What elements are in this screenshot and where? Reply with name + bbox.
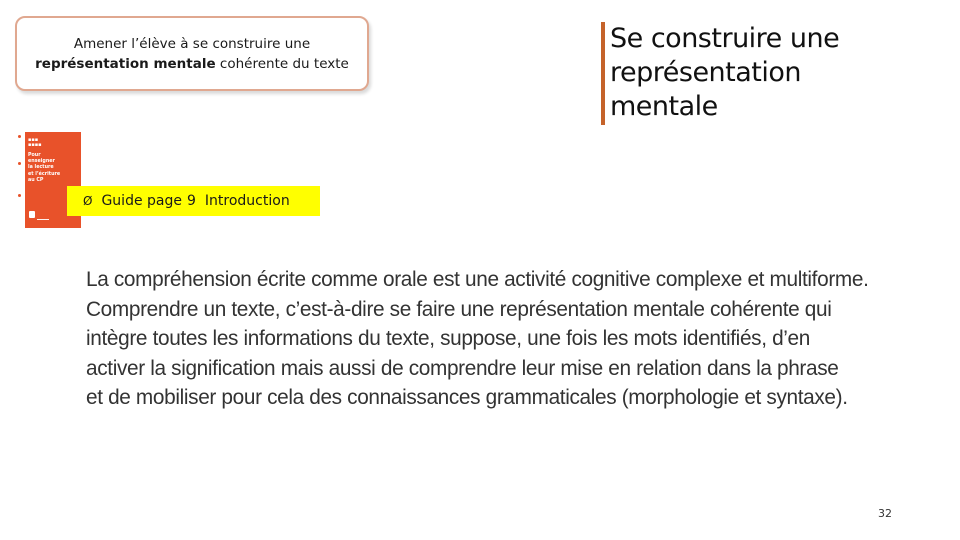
objective-line-2: [35, 54, 349, 74]
slide-title-line-1: Se construire une: [610, 23, 840, 54]
cover-title-line: Pour: [28, 153, 41, 158]
guide-quote: [86, 265, 896, 413]
cover-margin-strip: [15, 132, 25, 228]
cover-title-line: au CP: [28, 177, 44, 183]
quote-line: activer la signification mais aussi de comprendre leur mise en relation dans la phrase: [86, 356, 839, 380]
slide-title: [610, 22, 930, 124]
slide-number: 32: [878, 507, 892, 520]
quote-line: La compréhension écrite comme orale est une activité cognitive complexe et multiforme.: [86, 268, 869, 291]
quote-line: et de mobiliser pour cela des connaissances grammaticales (morphologie et syntaxe).: [86, 386, 848, 409]
cover-footer-mark: ▬▬▬▬: [37, 217, 49, 221]
objective-line-1: Amener l’élève à se construire une: [73, 35, 311, 52]
quote-line: intègre toutes les informations du texte, suppose, une fois les mots identifiés, d’en: [86, 327, 810, 350]
title-accent-bar: [601, 22, 605, 125]
cover-title-line: la lecture: [28, 165, 54, 171]
objective-box: [15, 16, 369, 91]
guide-page-number: 9: [186, 193, 196, 209]
guide-label: Guide page: [101, 193, 182, 209]
cover-logo-icon: ▪▪▪ ▪▪▪▪: [28, 137, 42, 148]
cover-title-line: enseigner: [28, 159, 55, 165]
cover-dot: [18, 194, 21, 197]
cover-dot: [18, 162, 21, 165]
quote-line: Comprendre un texte, c’est-à-dire se faire une représentation mentale cohérente qui: [86, 297, 832, 321]
cover-emblem-icon: [29, 211, 35, 218]
guide-section: Introduction: [204, 193, 290, 209]
cover-title-line: et l’écriture: [28, 171, 61, 177]
cover-title: [28, 153, 78, 184]
arrow-bullet-icon: Ø: [83, 194, 93, 208]
cover-dot: [18, 135, 21, 138]
objective-bold-phrase: représentation mentale: [35, 55, 216, 72]
objective-line-2-rest: cohérente du texte: [215, 55, 349, 72]
slide-title-line-2: représentation: [610, 57, 802, 88]
slide-title-line-3: mentale: [610, 91, 718, 122]
guide-reference: [67, 186, 320, 216]
